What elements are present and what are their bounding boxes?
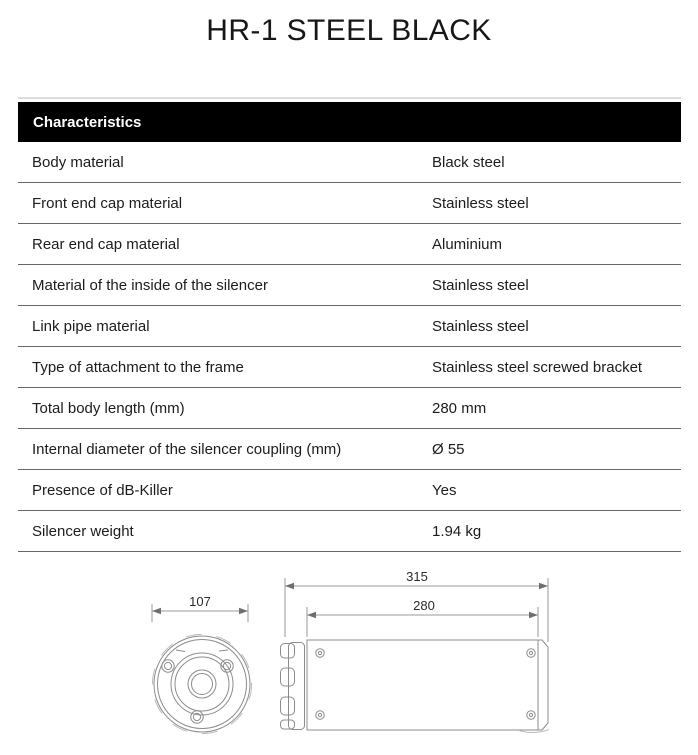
- row-value: Stainless steel screwed bracket: [432, 358, 643, 376]
- dim-label-315: 315: [406, 569, 428, 584]
- table-row: [18, 183, 681, 224]
- rivet: [527, 711, 535, 719]
- row-label: Type of attachment to the frame: [32, 358, 244, 376]
- table-row: [18, 224, 681, 265]
- table-row: [18, 388, 681, 429]
- rivet: [527, 649, 535, 657]
- row-label: Internal diameter of the silencer coupling (mm): [32, 440, 342, 458]
- row-value: Yes: [432, 481, 457, 499]
- table-rows: [18, 142, 681, 552]
- table-row: [18, 306, 681, 347]
- rivet: [316, 711, 324, 719]
- table-row: [18, 511, 681, 552]
- row-value: Black steel: [432, 153, 505, 171]
- table-row: [18, 470, 681, 511]
- end-view: [152, 634, 251, 733]
- row-value: Stainless steel: [432, 194, 529, 212]
- row-label: Presence of dB-Killer: [32, 481, 173, 499]
- dimension-body-length: [307, 598, 538, 637]
- silencer-drawing-svg: [0, 563, 698, 755]
- table-row: [18, 429, 681, 470]
- side-view: [281, 640, 550, 733]
- row-label: Front end cap material: [32, 194, 183, 212]
- row-value: Ø 55: [432, 440, 465, 458]
- bolt-hole: [191, 711, 203, 723]
- table-header: [18, 102, 681, 142]
- table-row: [18, 265, 681, 306]
- row-value: 280 mm: [432, 399, 487, 417]
- dim-label-280: 280: [413, 598, 435, 613]
- technical-drawing: [0, 563, 698, 755]
- bolt-hole: [162, 660, 174, 672]
- dim-label-107: 107: [189, 594, 211, 609]
- row-value: 1.94 kg: [432, 522, 482, 540]
- row-label: Link pipe material: [32, 317, 150, 335]
- row-label: Body material: [32, 153, 124, 171]
- characteristics-table: [18, 97, 681, 552]
- table-header-label: Characteristics: [33, 113, 142, 131]
- row-value: Stainless steel: [432, 317, 529, 335]
- dimension-end-diameter: [152, 594, 248, 622]
- row-label: Total body length (mm): [32, 399, 185, 417]
- rivet: [316, 649, 324, 657]
- table-row: [18, 142, 681, 183]
- row-value: Aluminium: [432, 235, 503, 253]
- table-row: [18, 347, 681, 388]
- row-value: Stainless steel: [432, 276, 529, 294]
- row-label: Material of the inside of the silencer: [32, 276, 268, 294]
- row-label: Silencer weight: [32, 522, 134, 540]
- row-label: Rear end cap material: [32, 235, 180, 253]
- page-title: HR-1 STEEL BLACK: [206, 14, 492, 47]
